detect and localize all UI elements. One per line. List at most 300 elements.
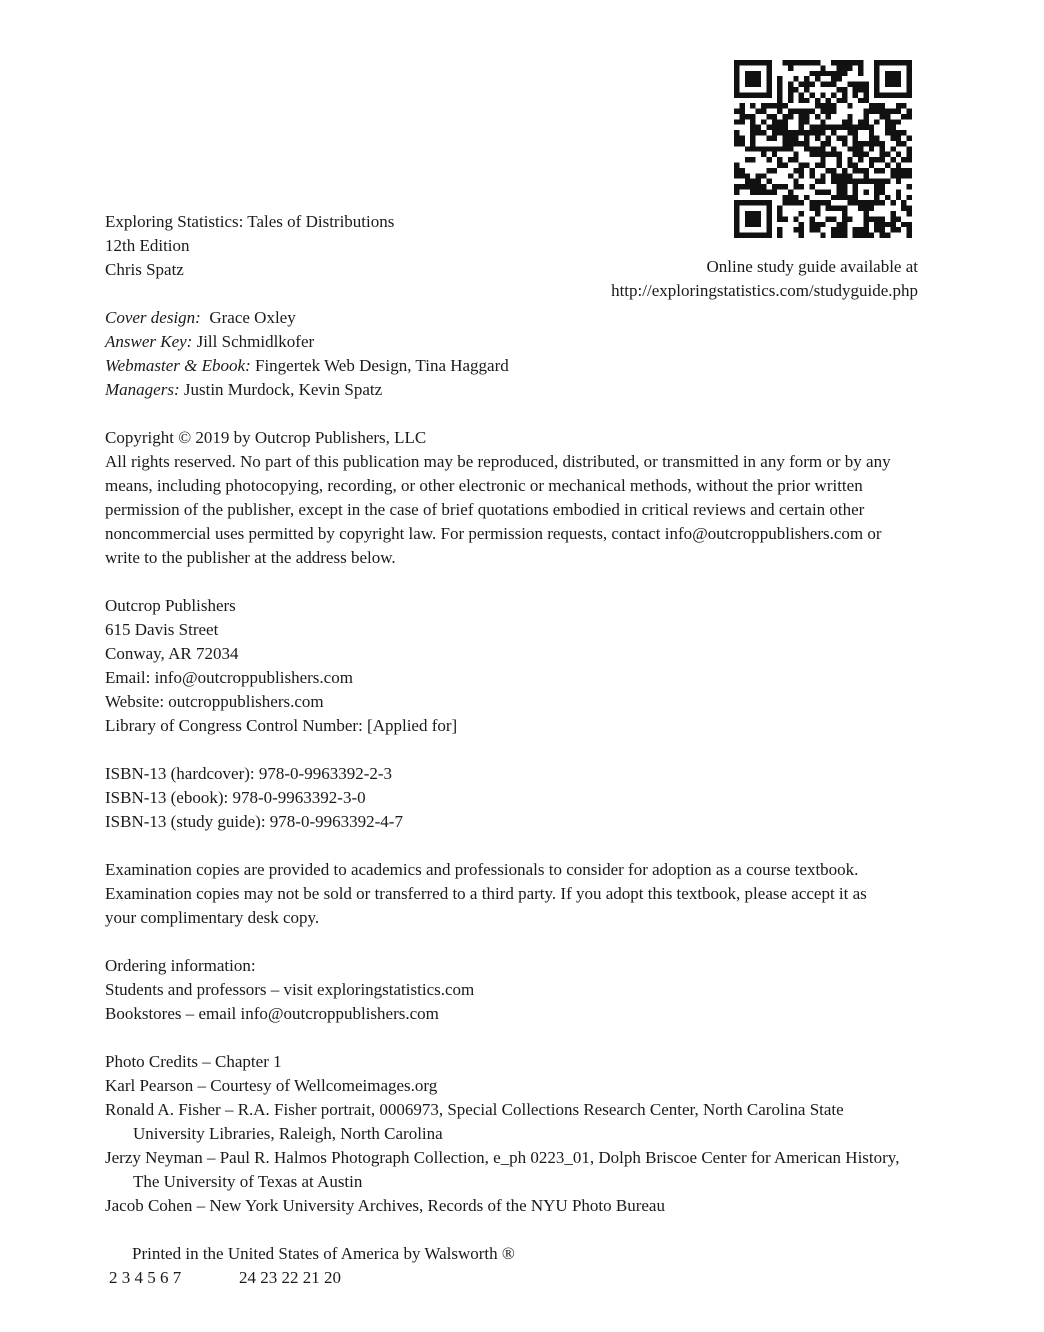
qr-module <box>853 195 858 200</box>
qr-module <box>863 222 868 227</box>
qr-module <box>874 82 879 87</box>
qr-module <box>788 87 793 92</box>
qr-module <box>826 216 831 221</box>
qr-module <box>799 211 804 216</box>
qr-module <box>815 60 820 65</box>
qr-module <box>836 179 841 184</box>
qr-module <box>739 233 744 238</box>
qr-module <box>907 114 912 119</box>
qr-module <box>836 87 841 92</box>
qr-module <box>761 200 766 205</box>
qr-module <box>853 184 858 189</box>
qr-module <box>836 136 841 141</box>
qr-module <box>896 119 901 124</box>
qr-module <box>799 119 804 124</box>
credit-name: Jill Schmidlkofer <box>196 332 315 351</box>
qr-module <box>804 76 809 81</box>
qr-module <box>842 87 847 92</box>
qr-module <box>885 60 890 65</box>
qr-module <box>799 60 804 65</box>
qr-module <box>880 179 885 184</box>
qr-module <box>810 146 815 151</box>
qr-module <box>820 173 825 178</box>
qr-module <box>766 82 771 87</box>
qr-module <box>847 103 852 108</box>
qr-module <box>750 146 755 151</box>
qr-module <box>761 109 766 114</box>
credit-name: Justin Murdock, Kevin Spatz <box>183 380 383 399</box>
qr-module <box>847 125 852 130</box>
qr-module <box>739 141 744 146</box>
qr-module <box>810 227 815 232</box>
exam-line: Examination copies may not be sold or transferred to a third party. If you adopt this textbook, please accept it as <box>105 884 867 903</box>
qr-module <box>745 173 750 178</box>
qr-module <box>842 173 847 178</box>
qr-module <box>890 60 895 65</box>
qr-module <box>880 184 885 189</box>
qr-module <box>815 206 820 211</box>
credit-role: Webmaster & Ebook: <box>105 356 251 375</box>
qr-module <box>842 233 847 238</box>
qr-module <box>766 65 771 70</box>
qr-module <box>880 92 885 97</box>
qr-module <box>756 184 761 189</box>
photo-credit-entry: Jacob Cohen – New York University Archives, Records of the NYU Photo Bureau <box>105 1196 665 1215</box>
qr-module <box>777 157 782 162</box>
publisher-city: Conway, AR 72034 <box>105 644 239 663</box>
qr-module <box>842 65 847 70</box>
qr-module <box>739 103 744 108</box>
qr-module <box>907 109 912 114</box>
qr-module <box>836 157 841 162</box>
qr-module <box>842 195 847 200</box>
qr-module <box>772 184 777 189</box>
qr-module <box>901 130 906 135</box>
qr-module <box>810 92 815 97</box>
qr-module <box>869 157 874 162</box>
qr-module <box>745 114 750 119</box>
qr-module <box>750 179 755 184</box>
qr-module <box>756 146 761 151</box>
ordering-students: Students and professors – visit exploringstatistics.com <box>105 980 475 999</box>
qr-module <box>885 162 890 167</box>
qr-module <box>777 103 782 108</box>
qr-module <box>783 195 788 200</box>
qr-module <box>853 87 858 92</box>
qr-module <box>858 200 863 205</box>
qr-module <box>831 109 836 114</box>
qr-module <box>734 65 739 70</box>
qr-module <box>842 211 847 216</box>
qr-module <box>734 222 739 227</box>
qr-module <box>793 216 798 221</box>
qr-module <box>745 211 750 216</box>
qr-module <box>788 65 793 70</box>
qr-module <box>836 184 841 189</box>
qr-module <box>750 103 755 108</box>
qr-module <box>907 152 912 157</box>
qr-module <box>745 92 750 97</box>
qr-module <box>734 162 739 167</box>
qr-module <box>820 92 825 97</box>
qr-module <box>745 82 750 87</box>
qr-module <box>853 146 858 151</box>
qr-module <box>756 76 761 81</box>
qr-module <box>783 114 788 119</box>
qr-module <box>847 146 852 151</box>
qr-module <box>901 173 906 178</box>
qr-module <box>815 71 820 76</box>
qr-module <box>907 146 912 151</box>
qr-module <box>815 152 820 157</box>
qr-module <box>896 92 901 97</box>
qr-module <box>734 184 739 189</box>
qr-module <box>745 157 750 162</box>
qr-module <box>766 87 771 92</box>
qr-module <box>885 195 890 200</box>
qr-module <box>907 227 912 232</box>
qr-module <box>869 146 874 151</box>
credit-line <box>105 378 509 402</box>
qr-module <box>853 60 858 65</box>
qr-module <box>863 87 868 92</box>
book-edition: 12th Edition <box>105 236 190 255</box>
qr-module <box>901 103 906 108</box>
qr-module <box>842 184 847 189</box>
qr-module <box>826 152 831 157</box>
qr-module <box>831 71 836 76</box>
qr-code <box>734 60 912 238</box>
qr-module <box>890 82 895 87</box>
qr-module <box>842 119 847 124</box>
qr-module <box>863 227 868 232</box>
qr-module <box>799 222 804 227</box>
qr-module <box>766 233 771 238</box>
qr-module <box>820 103 825 108</box>
qr-module <box>869 141 874 146</box>
qr-module <box>820 71 825 76</box>
qr-module <box>901 157 906 162</box>
qr-module <box>793 76 798 81</box>
qr-module <box>885 82 890 87</box>
qr-module <box>756 71 761 76</box>
qr-module <box>734 136 739 141</box>
qr-module <box>766 227 771 232</box>
exam-line: your complimentary desk copy. <box>105 908 320 927</box>
qr-module <box>788 146 793 151</box>
qr-module <box>810 71 815 76</box>
qr-module <box>761 152 766 157</box>
qr-module <box>858 168 863 173</box>
qr-module <box>772 103 777 108</box>
credit-line <box>105 330 509 354</box>
qr-module <box>874 179 879 184</box>
qr-module <box>793 179 798 184</box>
qr-module <box>847 82 852 87</box>
qr-module <box>836 71 841 76</box>
qr-module <box>826 98 831 103</box>
qr-module <box>847 179 852 184</box>
qr-module <box>772 119 777 124</box>
qr-module <box>777 98 782 103</box>
qr-module <box>880 103 885 108</box>
qr-module <box>874 184 879 189</box>
qr-module <box>890 200 895 205</box>
qr-module <box>831 227 836 232</box>
qr-module <box>847 65 852 70</box>
qr-module <box>890 125 895 130</box>
qr-module <box>799 98 804 103</box>
qr-module <box>831 103 836 108</box>
qr-module <box>853 200 858 205</box>
qr-module <box>804 98 809 103</box>
qr-module <box>793 130 798 135</box>
qr-module <box>863 189 868 194</box>
qr-module <box>896 162 901 167</box>
qr-module <box>896 168 901 173</box>
publisher-website: Website: outcroppublishers.com <box>105 692 324 711</box>
isbn-ebook: ISBN-13 (ebook): 978-0-9963392-3-0 <box>105 788 366 807</box>
qr-module <box>750 157 755 162</box>
qr-module <box>810 184 815 189</box>
qr-module <box>799 125 804 130</box>
qr-module <box>815 146 820 151</box>
qr-module <box>750 189 755 194</box>
qr-module <box>799 114 804 119</box>
qr-module <box>907 82 912 87</box>
qr-module <box>869 216 874 221</box>
qr-module <box>863 141 868 146</box>
qr-module <box>842 216 847 221</box>
qr-module <box>874 222 879 227</box>
qr-module <box>858 119 863 124</box>
qr-module <box>750 114 755 119</box>
qr-module <box>907 92 912 97</box>
qr-module <box>810 168 815 173</box>
qr-module <box>874 76 879 81</box>
qr-module <box>756 130 761 135</box>
rights-line: write to the publisher at the address below. <box>105 548 396 567</box>
qr-module <box>858 87 863 92</box>
qr-module <box>756 109 761 114</box>
qr-module <box>901 168 906 173</box>
qr-module <box>783 130 788 135</box>
qr-module <box>777 76 782 81</box>
qr-module <box>772 136 777 141</box>
qr-module <box>863 114 868 119</box>
qr-module <box>772 189 777 194</box>
qr-module <box>734 211 739 216</box>
qr-module <box>804 82 809 87</box>
qr-module <box>874 189 879 194</box>
qr-module <box>815 162 820 167</box>
qr-module <box>863 98 868 103</box>
qr-module <box>869 109 874 114</box>
qr-module <box>815 200 820 205</box>
qr-module <box>766 168 771 173</box>
qr-module <box>750 82 755 87</box>
qr-module <box>896 82 901 87</box>
qr-module <box>788 109 793 114</box>
qr-module <box>836 173 841 178</box>
qr-module <box>896 173 901 178</box>
qr-module <box>820 125 825 130</box>
qr-module <box>874 141 879 146</box>
qr-module <box>858 206 863 211</box>
qr-module <box>836 189 841 194</box>
qr-module <box>772 152 777 157</box>
qr-module <box>810 82 815 87</box>
qr-module <box>885 92 890 97</box>
qr-module <box>799 200 804 205</box>
qr-module <box>847 157 852 162</box>
qr-module <box>858 98 863 103</box>
qr-module <box>766 216 771 221</box>
qr-module <box>783 146 788 151</box>
qr-module <box>836 125 841 130</box>
qr-module <box>761 60 766 65</box>
qr-module <box>761 146 766 151</box>
qr-module <box>783 200 788 205</box>
qr-module <box>863 206 868 211</box>
qr-module <box>826 189 831 194</box>
qr-module <box>750 119 755 124</box>
qr-module <box>836 60 841 65</box>
qr-module <box>842 222 847 227</box>
qr-module <box>810 60 815 65</box>
qr-module <box>799 168 804 173</box>
qr-module <box>815 98 820 103</box>
qr-module <box>772 168 777 173</box>
qr-module <box>804 109 809 114</box>
qr-module <box>858 141 863 146</box>
qr-module <box>885 125 890 130</box>
qr-module <box>750 130 755 135</box>
rights-line: All rights reserved. No part of this publication may be reproduced, distributed, or transmitted in any form or by any <box>105 452 891 471</box>
photo-credit-entry: Jerzy Neyman – Paul R. Halmos Photograph Collection, e_ph 0223_01, Dolph Briscoe Center for American History, <box>105 1148 900 1167</box>
qr-module <box>745 60 750 65</box>
qr-module <box>885 222 890 227</box>
qr-module <box>810 130 815 135</box>
qr-module <box>890 130 895 135</box>
qr-module <box>853 189 858 194</box>
qr-module <box>750 141 755 146</box>
qr-module <box>734 216 739 221</box>
qr-module <box>804 136 809 141</box>
qr-module <box>761 189 766 194</box>
credit-role: Answer Key: <box>105 332 193 351</box>
qr-module <box>766 179 771 184</box>
qr-module <box>750 136 755 141</box>
qr-module <box>734 141 739 146</box>
qr-module <box>799 173 804 178</box>
qr-module <box>885 109 890 114</box>
qr-module <box>869 136 874 141</box>
qr-module <box>756 189 761 194</box>
qr-module <box>815 179 820 184</box>
qr-module <box>756 60 761 65</box>
qr-module <box>799 141 804 146</box>
qr-module <box>756 200 761 205</box>
qr-module <box>863 152 868 157</box>
credit-role: Managers: <box>105 380 180 399</box>
qr-module <box>863 168 868 173</box>
year-numbers: 24 23 22 21 20 <box>239 1268 341 1287</box>
qr-module <box>907 157 912 162</box>
qr-module <box>890 136 895 141</box>
photo-credit-continuation: University Libraries, Raleigh, North Carolina <box>133 1124 443 1143</box>
qr-module <box>874 109 879 114</box>
qr-module <box>777 227 782 232</box>
qr-module <box>847 119 852 124</box>
qr-module <box>793 141 798 146</box>
qr-module <box>804 146 809 151</box>
qr-module <box>896 103 901 108</box>
qr-module <box>869 200 874 205</box>
qr-module <box>907 206 912 211</box>
qr-module <box>869 233 874 238</box>
qr-module <box>777 92 782 97</box>
qr-module <box>788 189 793 194</box>
qr-module <box>783 125 788 130</box>
qr-module <box>739 114 744 119</box>
qr-module <box>815 222 820 227</box>
qr-module <box>869 162 874 167</box>
qr-module <box>831 216 836 221</box>
qr-module <box>739 136 744 141</box>
qr-module <box>766 114 771 119</box>
qr-module <box>842 206 847 211</box>
qr-module <box>766 206 771 211</box>
qr-module <box>836 65 841 70</box>
qr-module <box>788 157 793 162</box>
qr-module <box>810 200 815 205</box>
qr-module <box>766 136 771 141</box>
qr-module <box>799 227 804 232</box>
qr-module <box>783 103 788 108</box>
photo-credits <box>105 1050 985 1218</box>
qr-module <box>766 146 771 151</box>
qr-module <box>831 146 836 151</box>
exam-line: Examination copies are provided to academics and professionals to consider for adoption as a course textbook. <box>105 860 859 879</box>
qr-module <box>896 109 901 114</box>
qr-module <box>869 179 874 184</box>
qr-module <box>777 211 782 216</box>
publisher-street: 615 Davis Street <box>105 620 219 639</box>
qr-module <box>836 162 841 167</box>
qr-module <box>756 125 761 130</box>
qr-module <box>853 130 858 135</box>
qr-module <box>901 92 906 97</box>
qr-module <box>799 162 804 167</box>
qr-module <box>831 195 836 200</box>
qr-module <box>853 179 858 184</box>
publisher-name: Outcrop Publishers <box>105 596 236 615</box>
book-title: Exploring Statistics: Tales of Distributions <box>105 212 395 231</box>
qr-module <box>890 146 895 151</box>
qr-module <box>772 146 777 151</box>
qr-module <box>858 125 863 130</box>
qr-module <box>896 60 901 65</box>
qr-module <box>810 222 815 227</box>
copyright-section <box>105 426 965 570</box>
qr-module <box>907 136 912 141</box>
qr-module <box>820 157 825 162</box>
qr-module <box>734 109 739 114</box>
qr-module <box>826 168 831 173</box>
qr-module <box>815 130 820 135</box>
qr-module <box>869 125 874 130</box>
